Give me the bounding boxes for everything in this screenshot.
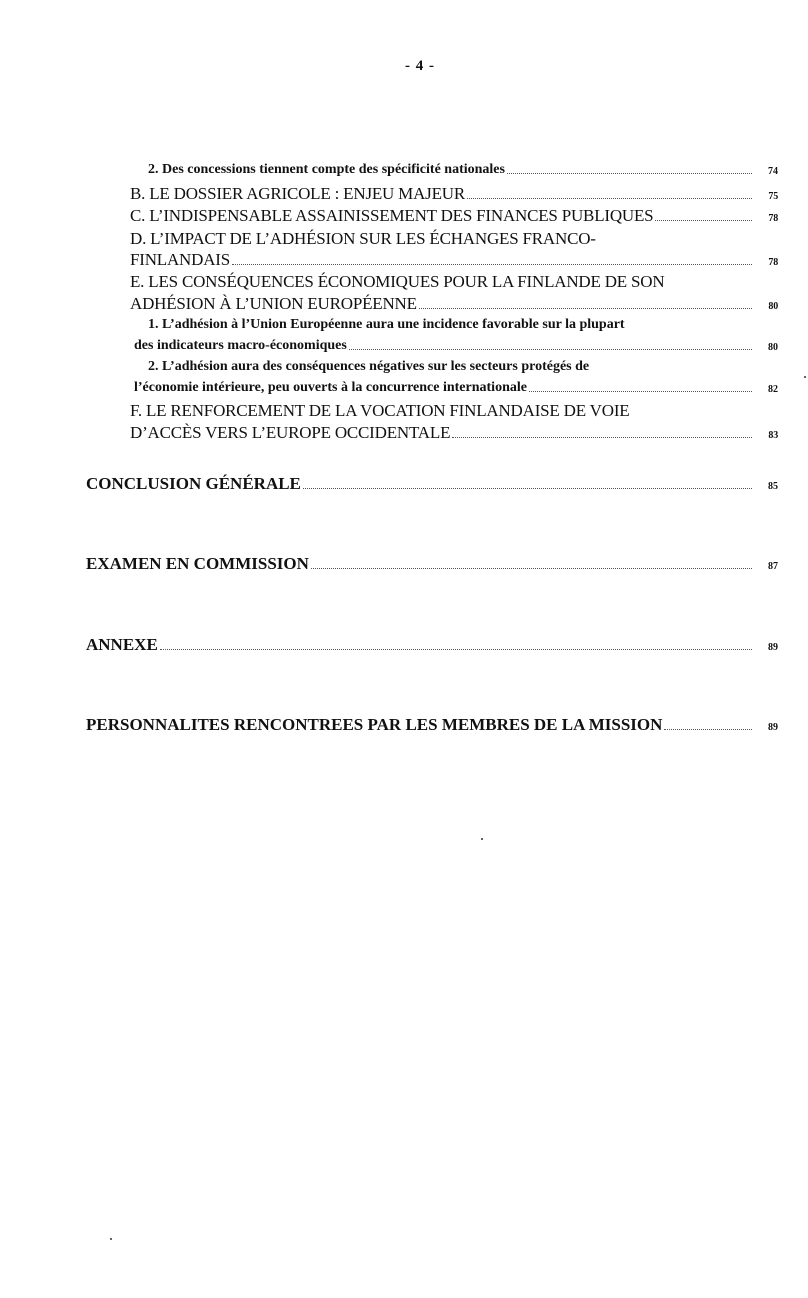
toc-entry-examen[interactable] xyxy=(86,555,778,572)
toc-entry-label: l’économie intérieure, peu ouverts à la concurrence internationale xyxy=(134,380,527,395)
toc-entry-label: D’ACCÈS VERS L’EUROPE OCCIDENTALE xyxy=(130,423,451,442)
toc-page-number: 85 xyxy=(768,481,778,492)
toc-page-number: 87 xyxy=(768,561,778,572)
toc-entry-concessions[interactable] xyxy=(148,163,778,177)
toc-entry-label: EXAMEN EN COMMISSION xyxy=(86,554,309,573)
toc-entry-consequences-economiques[interactable] xyxy=(130,295,778,312)
dot-leader xyxy=(655,220,752,221)
toc-page-number: 78 xyxy=(768,257,778,268)
dot-leader xyxy=(664,729,752,730)
toc-page-number: 82 xyxy=(768,384,778,395)
toc-page-number: 83 xyxy=(768,430,778,441)
toc-entry-conclusion[interactable] xyxy=(86,475,778,492)
toc-entry-negatives-line1: 2. L’adhésion aura des conséquences négatives sur les secteurs protégés de xyxy=(148,359,590,374)
dot-leader xyxy=(311,568,752,569)
toc-entry-impact-adhesion[interactable] xyxy=(130,251,778,268)
toc-entry-dossier-agricole[interactable] xyxy=(130,185,778,202)
dot-leader xyxy=(160,649,752,650)
dot-leader xyxy=(349,349,752,350)
toc-entry-label: ANNEXE xyxy=(86,635,158,654)
toc-entry-impact-line1: D. L’IMPACT DE L’ADHÉSION SUR LES ÉCHANGES FRANCO- xyxy=(130,229,596,248)
toc-entry-label: des indicateurs macro-économiques xyxy=(134,338,347,353)
toc-entry-consequences-line1: E. LES CONSÉQUENCES ÉCONOMIQUES POUR LA FINLANDE DE SON xyxy=(130,272,665,291)
dot-leader xyxy=(529,391,752,392)
toc-page-number: 89 xyxy=(768,642,778,653)
toc-page-number: 78 xyxy=(768,213,778,224)
toc-entry-label: C. L’INDISPENSABLE ASSAINISSEMENT DES FINANCES PUBLIQUES xyxy=(130,206,654,225)
toc-entry-vocation-finlandaise[interactable] xyxy=(130,424,778,441)
toc-page-number: 80 xyxy=(768,301,778,312)
toc-entry-annexe[interactable] xyxy=(86,636,778,653)
toc-entry-finances-publiques[interactable] xyxy=(130,207,778,224)
page-number: - 4 - xyxy=(405,58,435,74)
toc-entry-incidence-line1: 1. L’adhésion à l’Union Européenne aura une incidence favorable sur la plupart xyxy=(148,317,625,332)
dot-leader xyxy=(419,308,752,309)
scan-speck xyxy=(804,376,806,378)
dot-leader xyxy=(303,488,752,489)
dot-leader xyxy=(452,437,752,438)
toc-entry-personnalites[interactable] xyxy=(86,716,778,733)
toc-page-number: 74 xyxy=(768,166,778,177)
dot-leader xyxy=(467,198,752,199)
toc-page-number: 89 xyxy=(768,722,778,733)
toc-entry-vocation-line1: F. LE RENFORCEMENT DE LA VOCATION FINLANDAISE DE VOIE xyxy=(130,401,630,420)
toc-entry-label: PERSONNALITES RENCONTREES PAR LES MEMBRES DE LA MISSION xyxy=(86,715,663,734)
toc-page-number: 80 xyxy=(768,342,778,353)
toc-entry-label: 2. Des concessions tiennent compte des spécificité nationales xyxy=(148,162,505,177)
toc-page-number: 75 xyxy=(768,191,778,202)
toc-entry-label: ADHÉSION À L’UNION EUROPÉENNE xyxy=(130,294,417,313)
dot-leader xyxy=(232,264,752,265)
toc-entry-label: FINLANDAIS xyxy=(130,250,231,269)
toc-entry-label: CONCLUSION GÉNÉRALE xyxy=(86,474,301,493)
dot-leader xyxy=(507,173,752,174)
scan-speck xyxy=(110,1238,112,1240)
scan-speck xyxy=(481,838,483,840)
toc-entry-incidence-favorable[interactable] xyxy=(134,339,778,353)
toc-entry-label: B. LE DOSSIER AGRICOLE : ENJEU MAJEUR xyxy=(130,184,465,203)
toc-entry-consequences-negatives[interactable] xyxy=(134,381,778,395)
